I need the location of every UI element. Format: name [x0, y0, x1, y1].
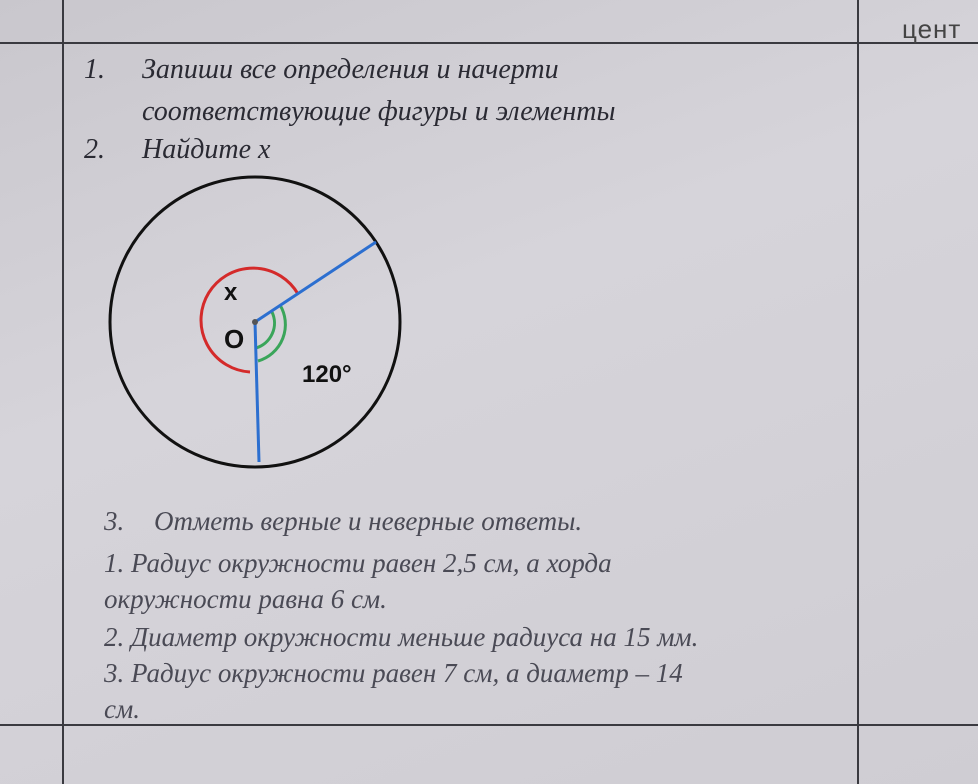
task3-item-3-cont: см.: [104, 694, 140, 724]
task3-title: Отметь верные и неверные ответы.: [154, 506, 583, 536]
task1-number: 1.: [84, 54, 105, 85]
task3-item-1: 1. Радиус окружности равен 2,5 см, а хорда: [104, 548, 612, 578]
task1-line1: Запиши все определения и начерти: [142, 54, 559, 85]
angle-label: 120°: [302, 361, 352, 388]
radius-lower: [255, 322, 259, 462]
center-point: [252, 319, 258, 325]
radius-upper: [255, 242, 376, 322]
angle-120-arc-inner: [256, 312, 274, 348]
table-middle-border: [857, 0, 859, 784]
task2-text: Найдите x: [142, 134, 271, 165]
x-label: x: [224, 279, 238, 306]
task2-number: 2.: [84, 134, 105, 165]
task1-line2: соответствующие фигуры и элементы: [142, 96, 616, 127]
center-label: O: [224, 324, 245, 354]
task3-number: 3.: [104, 506, 125, 536]
table-bottom-border: [0, 724, 978, 726]
table-top-border: [0, 42, 978, 44]
table-left-border: [62, 0, 64, 784]
angle-x-arc: [201, 268, 298, 372]
task3-item-1-cont: окружности равна 6 см.: [104, 584, 387, 614]
task3-item-3: 3. Радиус окружности равен 7 см, а диаметр – 14: [104, 658, 683, 688]
task3-item-2: 2. Диаметр окружности меньше радиуса на 15 мм.: [104, 622, 699, 652]
adjacent-cell-text: цент: [902, 14, 962, 44]
circle-diagram: [80, 160, 410, 470]
